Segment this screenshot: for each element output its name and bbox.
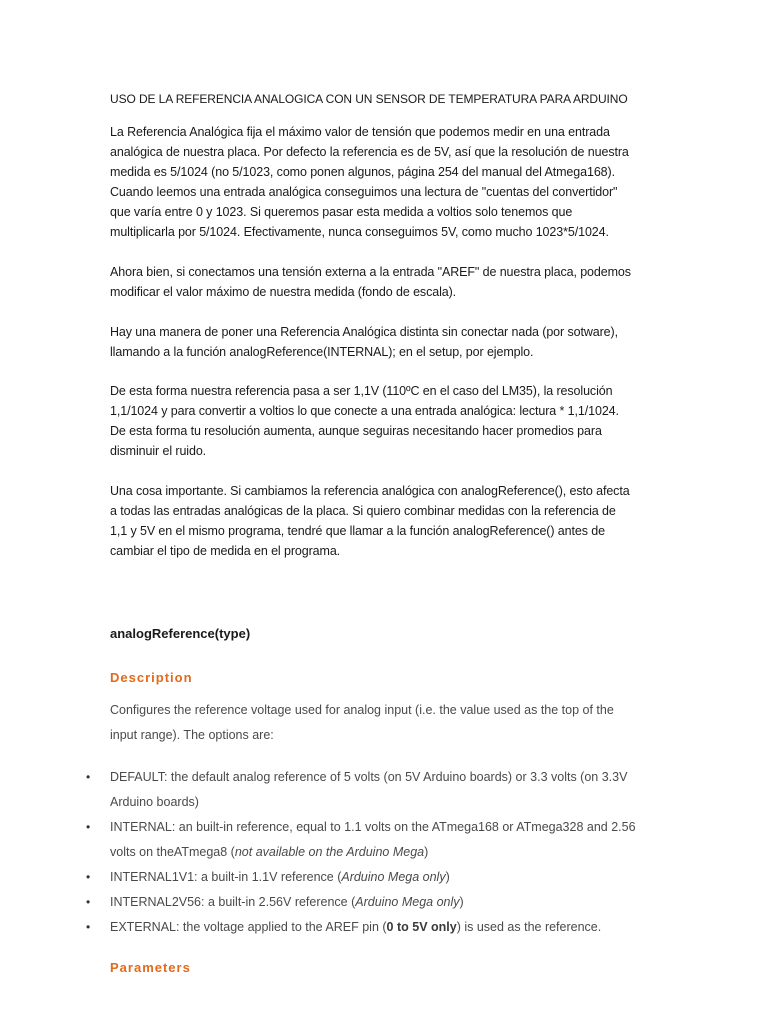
bullet-icon: • — [86, 770, 91, 784]
text-line: La Referencia Analógica fija el máximo valor de tensión que podemos medir en una entrada — [110, 125, 610, 139]
text-line: Arduino boards) — [110, 795, 199, 809]
text-fragment: ) is used as the reference. — [456, 920, 602, 934]
bullet-icon: • — [86, 820, 91, 834]
text-line: llamando a la función analogReference(INTERNAL); en el setup, por ejemplo. — [110, 345, 534, 359]
text-line — [110, 840, 660, 865]
text-fragment: INTERNAL2V56: a built-in 2.56V reference ( — [110, 895, 356, 909]
text-fragment: ) — [459, 895, 464, 909]
list-item-external — [0, 915, 660, 940]
text-line: Hay una manera de poner una Referencia Analógica distinta sin conectar nada (por sotware), — [110, 325, 618, 339]
list-item-internal — [0, 815, 660, 865]
paragraph-important — [110, 481, 658, 561]
text-line: Configures the reference voltage used for analog input (i.e. the value used as the top of the — [110, 703, 614, 717]
paragraph-aref — [110, 262, 658, 302]
list-item-internal1v1 — [0, 865, 660, 890]
text-line: medida es 5/1024 (no 5/1023, como ponen algunos, página 254 del manual del Atmega168). — [110, 165, 615, 179]
list-item-default — [0, 765, 660, 815]
text-fragment: INTERNAL1V1: a built-in 1.1V reference ( — [110, 870, 342, 884]
text-line — [110, 890, 660, 915]
text-line: DEFAULT: the default analog reference of 5 volts (on 5V Arduino boards) or 3.3 volts (on 3.3V — [110, 770, 628, 784]
italic-note: Arduino Mega only — [341, 870, 446, 884]
text-fragment: volts on theATmega8 ( — [110, 845, 235, 859]
text-line: De esta forma tu resolución aumenta, aunque seguiras necesitando hacer promedios para — [110, 424, 602, 438]
text-line: INTERNAL: an built-in reference, equal to 1.1 volts on the ATmega168 or ATmega328 and 2.56 — [110, 820, 636, 834]
text-fragment: EXTERNAL: the voltage applied to the AREF pin ( — [110, 920, 387, 934]
text-line: 1,1/1024 y para convertir a voltios lo que conecte a una entrada analógica: lectura * 1,1/1024. — [110, 404, 619, 418]
description-heading: Description — [110, 670, 193, 685]
bullet-icon: • — [86, 920, 91, 934]
text-line — [110, 915, 660, 940]
text-line: disminuir el ruido. — [110, 444, 207, 458]
italic-note: not available on the Arduino Mega — [234, 845, 425, 859]
paragraph-resolution — [110, 381, 658, 461]
text-line — [110, 865, 660, 890]
text-line: multiplicarla por 5/1024. Efectivamente, nunca conseguimos 5V, como mucho 1023*5/1024. — [110, 225, 609, 239]
bullet-icon: • — [86, 895, 91, 909]
text-line: Ahora bien, si conectamos una tensión externa a la entrada "AREF" de nuestra placa, podemos — [110, 265, 631, 279]
options-list — [0, 765, 660, 940]
text-line: analógica de nuestra placa. Por defecto la referencia es de 5V, así que la resolución de nuestra — [110, 145, 629, 159]
bold-note: 0 to 5V only — [386, 920, 457, 934]
text-line: input range). The options are: — [110, 728, 274, 742]
text-line: Cuando leemos una entrada analógica conseguimos una lectura de "cuentas del convertidor" — [110, 185, 618, 199]
paragraph-intro — [110, 122, 658, 242]
text-fragment: ) — [445, 870, 450, 884]
description-text — [110, 698, 658, 748]
text-line: cambiar el tipo de medida en el programa. — [110, 544, 341, 558]
text-line: Una cosa importante. Si cambiamos la referencia analógica con analogReference(), esto afecta — [110, 484, 630, 498]
bullet-icon: • — [86, 870, 91, 884]
document-title: USO DE LA REFERENCIA ANALOGICA CON UN SENSOR DE TEMPERATURA PARA ARDUINO — [110, 92, 628, 106]
italic-note: Arduino Mega only — [355, 895, 460, 909]
text-line: 1,1 y 5V en el mismo programa, tendré que llamar a la función analogReference() antes de — [110, 524, 605, 538]
parameters-heading: Parameters — [110, 960, 191, 975]
text-line: que varía entre 0 y 1023. Si queremos pasar esta medida a voltios solo tenemos que — [110, 205, 573, 219]
list-item-internal2v56 — [0, 890, 660, 915]
text-fragment: ) — [424, 845, 429, 859]
function-signature: analogReference(type) — [110, 626, 251, 641]
text-line: De esta forma nuestra referencia pasa a ser 1,1V (110ºC en el caso del LM35), la resolución — [110, 384, 613, 398]
text-line: a todas las entradas analógicas de la placa. Si quiero combinar medidas con la referencia de — [110, 504, 616, 518]
paragraph-internal — [110, 322, 658, 362]
text-line: modificar el valor máximo de nuestra medida (fondo de escala). — [110, 285, 457, 299]
